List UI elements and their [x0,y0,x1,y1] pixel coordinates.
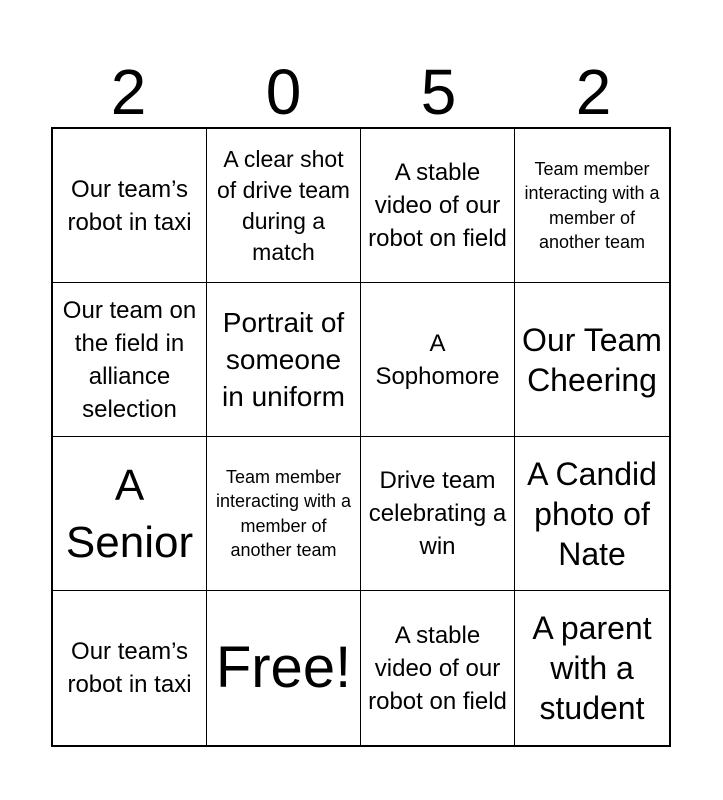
bingo-cell[interactable] [515,591,669,745]
header-letter: 2 [575,56,612,128]
cell-text: A parent with a student [532,610,652,726]
header-letter: 2 [110,56,147,128]
bingo-cell[interactable] [361,591,515,745]
bingo-cell[interactable] [207,283,361,437]
cell-text: A Senior [65,460,194,567]
bingo-header [51,56,671,128]
bingo-cell[interactable] [53,591,207,745]
cell-text: A Candid photo of Nate [527,455,657,572]
cell-text: A stable video of our robot on field [368,621,507,715]
bingo-cell[interactable] [207,129,361,283]
cell-text: A stable video of our robot on field [368,159,507,252]
bingo-cell[interactable] [361,283,515,437]
bingo-cell[interactable] [53,129,207,283]
bingo-cell-free[interactable] [207,591,361,745]
bingo-cell[interactable] [361,437,515,591]
cell-text: Team member interacting with a member of another team [524,158,660,252]
bingo-cell[interactable] [515,283,669,437]
bingo-cell[interactable] [207,437,361,591]
bingo-cell[interactable] [53,283,207,437]
cell-text: Our team on the field in alliance selection [62,296,197,423]
cell-text: Our team’s robot in taxi [67,638,192,698]
cell-text: Free! [215,635,352,700]
cell-text: Our team’s robot in taxi [67,175,192,236]
cell-text: A Sophomore [375,329,500,390]
cell-text: Our Team Cheering [522,321,662,398]
bingo-cell[interactable] [361,129,515,283]
header-letter: 0 [265,56,302,128]
cell-text: Team member interacting with a member of another team [215,466,352,560]
header-letter: 5 [420,56,457,128]
bingo-cell[interactable] [515,129,669,283]
bingo-board [51,127,671,747]
cell-text: A clear shot of drive team during a match [217,145,350,265]
bingo-cell[interactable] [53,437,207,591]
cell-text: Portrait of someone in uniform [222,307,345,412]
cell-text: Drive team celebrating a win [368,467,507,560]
bingo-cell[interactable] [515,437,669,591]
